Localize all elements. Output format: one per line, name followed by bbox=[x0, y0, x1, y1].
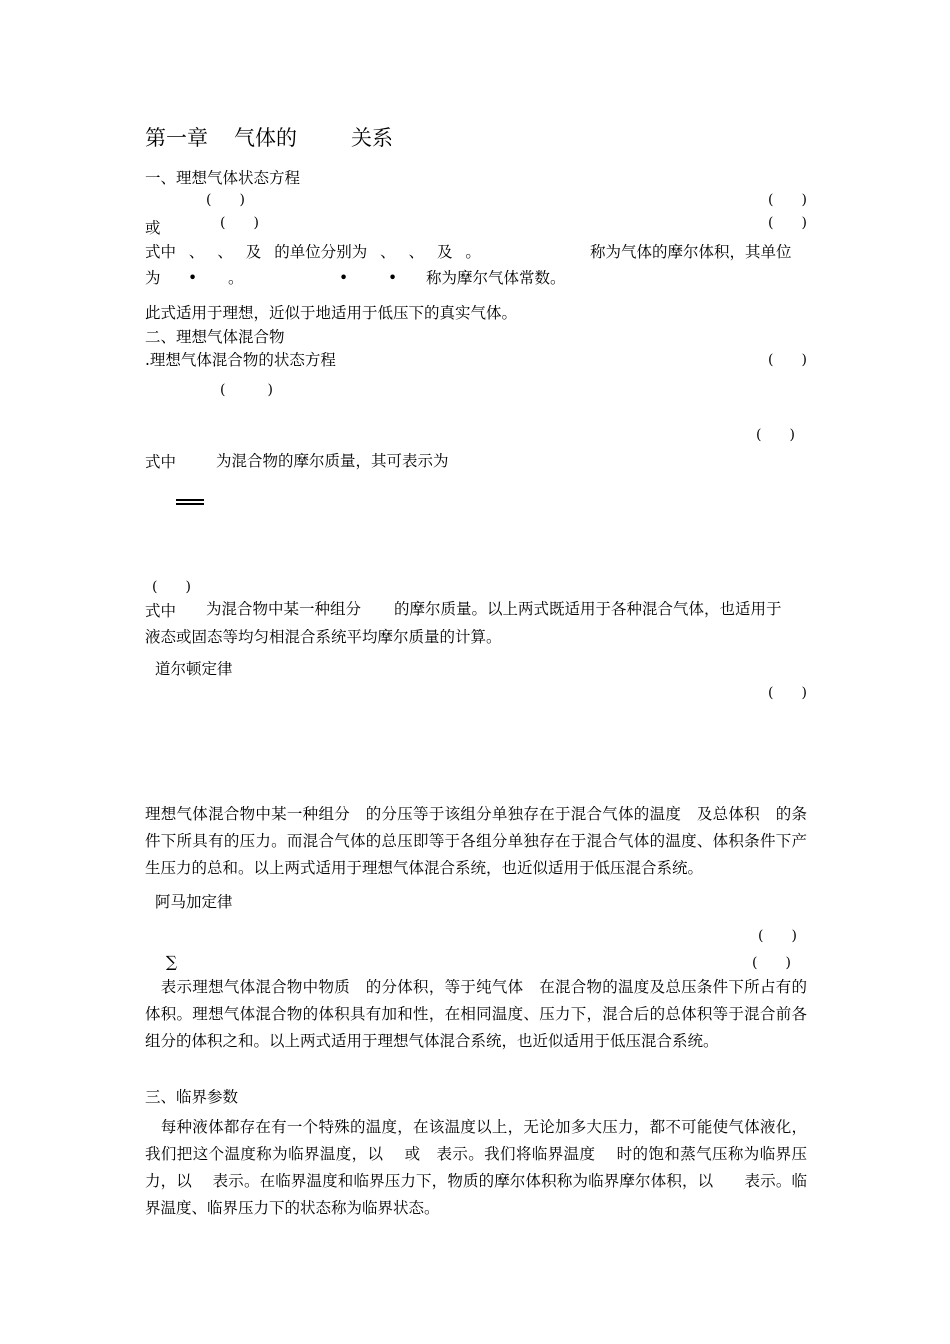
section3-heading: 三、临界参数 bbox=[145, 1088, 239, 1106]
where-label: 式中 bbox=[145, 453, 177, 471]
component-molar-mass-text: 的摩尔质量。以上两式既适用于各种混合气体，也适用于 bbox=[394, 600, 782, 618]
eq-number-inline: ( ) bbox=[220, 215, 259, 231]
molar-volume-text: 称为气体的摩尔体积，其单位 bbox=[590, 243, 792, 261]
eq-number: ( ) bbox=[768, 685, 807, 701]
section1-heading: 一、理想气体状态方程 bbox=[145, 169, 301, 187]
eq-number: ( ) bbox=[768, 192, 807, 208]
component-text: 为混合物中某一种组分 bbox=[206, 600, 362, 618]
eq-number: ( ) bbox=[768, 352, 807, 368]
gas-constant-text: 称为摩尔气体常数。 bbox=[426, 269, 566, 287]
dalton-paragraph: 理想气体混合物中某一种组分 的分压等于该组分单独存在于混合气体的温度 及总体积 的条件下所具有的压力。而混合气体的总压即等于各组分单独存在于混合气体的温度、体积条件下产生压力的总和。以上两式适用于理想气体混合系统，也近似适用于低压混合系统。 bbox=[145, 805, 807, 877]
title-chapter: 第一章 bbox=[145, 126, 208, 150]
subsection-mixture-state: .理想气体混合物的状态方程 bbox=[145, 351, 336, 369]
eq-number: ( ) bbox=[752, 955, 791, 971]
where-label: 式中 bbox=[145, 602, 177, 620]
amagat-heading: 阿马加定律 bbox=[155, 893, 233, 911]
sigma-symbol: ∑ bbox=[166, 953, 178, 971]
dalton-heading: 道尔顿定律 bbox=[155, 660, 233, 678]
eq-number-inline: ( ) bbox=[206, 192, 245, 208]
equals-bar bbox=[176, 499, 204, 505]
units-dot: • bbox=[188, 269, 198, 287]
title-relation: 关系 bbox=[351, 126, 393, 150]
units-text: 式中 、 、 及 的单位分别为 、 、 及 。 bbox=[145, 243, 481, 261]
section2-heading: 二、理想气体混合物 bbox=[145, 328, 285, 346]
eq-number: ( ) bbox=[758, 928, 797, 944]
units-period: 。 bbox=[228, 269, 244, 287]
eq-number: ( ) bbox=[152, 579, 191, 595]
units-dot: • bbox=[339, 269, 349, 287]
amagat-paragraph: 表示理想气体混合物中物质 的分体积，等于纯气体 在混合物的温度及总压条件下所占有的体积。理想气体混合物的体积具有加和性，在相同温度、压力下，混合后的总体积等于混合前各组分的体积之和。以上两式适用于理想气体混合系统，也近似适用于低压混合系统。 bbox=[145, 978, 807, 1050]
average-molar-mass-text: 液态或固态等均匀相混合系统平均摩尔质量的计算。 bbox=[145, 628, 502, 646]
eq-number: ( ) bbox=[768, 215, 807, 231]
eq-number-inline: ( ) bbox=[220, 382, 273, 398]
or-text: 或 bbox=[145, 219, 161, 237]
molar-mass-text: 为混合物的摩尔质量，其可表示为 bbox=[216, 452, 449, 470]
title-gas: 气体的 bbox=[234, 126, 297, 150]
applicability-text: 此式适用于理想，近似于地适用于低压下的真实气体。 bbox=[145, 304, 518, 322]
critical-paragraph: 每种液体都存在有一个特殊的温度，在该温度以上，无论加多大压力，都不可能使气体液化，我们把这个温度称为临界温度，以 或 表示。我们将临界温度 时的饱和蒸气压称为临界压力，以 表示。在临界温度和临界压力下，物质的摩尔体积称为临界摩尔体积，以 表示。临界温度、临界压力下的状态称为临界状态。 bbox=[145, 1118, 807, 1217]
units-line2-a: 为 bbox=[145, 269, 161, 287]
eq-number: ( ) bbox=[756, 427, 795, 443]
units-dot: • bbox=[388, 269, 398, 287]
